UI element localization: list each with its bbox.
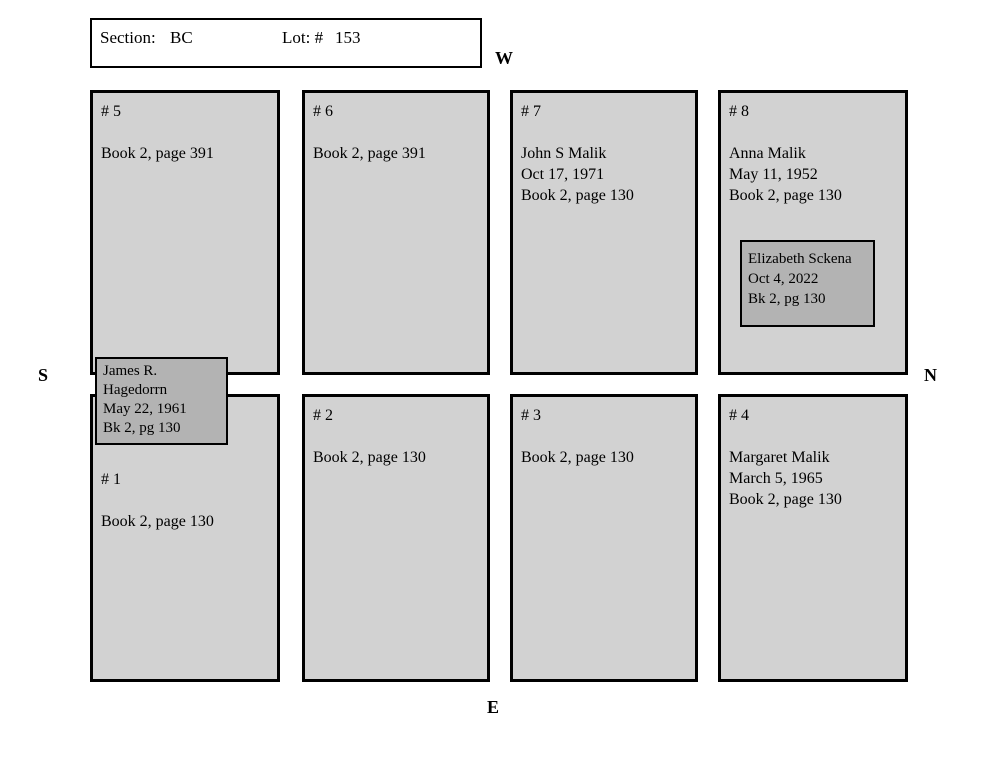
spacer xyxy=(521,426,687,447)
plot-8 xyxy=(718,90,908,375)
burial-book-ref: Book 2, page 130 xyxy=(521,187,634,204)
plot-record-line: Book 2, page 391 xyxy=(313,145,426,162)
burial-book-ref: Bk 2, pg 130 xyxy=(748,291,826,307)
plot-5 xyxy=(90,90,280,375)
burial-date: March 5, 1965 xyxy=(729,470,823,487)
plot-number: # 1 xyxy=(101,471,121,488)
lot-value: 153 xyxy=(335,28,361,47)
burial-date: Oct 17, 1971 xyxy=(521,166,605,183)
burial-date: May 11, 1952 xyxy=(729,166,818,183)
burial-name-line1: James R. xyxy=(103,363,158,379)
spacer xyxy=(101,490,269,511)
spacer xyxy=(729,426,897,447)
burial-book-ref: Book 2, page 130 xyxy=(729,187,842,204)
plot-number: # 8 xyxy=(729,103,749,120)
plot-record-line: Book 2, page 391 xyxy=(101,145,214,162)
spacer xyxy=(729,122,897,143)
plot-number: # 4 xyxy=(729,407,749,424)
lot-label: Lot: # xyxy=(282,28,324,47)
burial-record-overlay-elizabeth-sckena xyxy=(740,240,875,327)
burial-name: Elizabeth Sckena xyxy=(748,251,852,267)
spacer xyxy=(521,122,687,143)
plot-2 xyxy=(302,394,490,682)
plot-number: # 5 xyxy=(101,103,121,120)
section-label: Section: xyxy=(100,28,156,47)
compass-east-label: E xyxy=(487,697,500,717)
plot-4 xyxy=(718,394,908,682)
plot-record-line: Book 2, page 130 xyxy=(313,449,426,466)
burial-date: May 22, 1961 xyxy=(103,401,187,417)
burial-record-overlay-james-hagedorrn xyxy=(95,357,228,445)
plot-record-line: Book 2, page 130 xyxy=(101,513,214,530)
plot-7 xyxy=(510,90,698,375)
burial-name-line2: Hagedorrn xyxy=(103,382,168,398)
plot-number: # 7 xyxy=(521,103,541,120)
burial-name: Margaret Malik xyxy=(729,449,830,466)
section-value: BC xyxy=(170,28,193,47)
burial-date: Oct 4, 2022 xyxy=(748,271,819,287)
spacer xyxy=(313,426,479,447)
burial-book-ref: Bk 2, pg 130 xyxy=(103,420,181,436)
plot-record-line: Book 2, page 130 xyxy=(521,449,634,466)
spacer xyxy=(101,122,269,143)
plot-number: # 2 xyxy=(313,407,333,424)
section-lot-header xyxy=(90,18,482,68)
compass-west-label: W xyxy=(495,48,513,68)
burial-name: John S Malik xyxy=(521,145,607,162)
plot-3 xyxy=(510,394,698,682)
plot-number: # 6 xyxy=(313,103,333,120)
burial-name: Anna Malik xyxy=(729,145,806,162)
compass-south-label: S xyxy=(38,365,49,385)
compass-north-label: N xyxy=(924,365,937,385)
burial-book-ref: Book 2, page 130 xyxy=(729,491,842,508)
plot-6 xyxy=(302,90,490,375)
plot-number: # 3 xyxy=(521,407,541,424)
spacer xyxy=(313,122,479,143)
